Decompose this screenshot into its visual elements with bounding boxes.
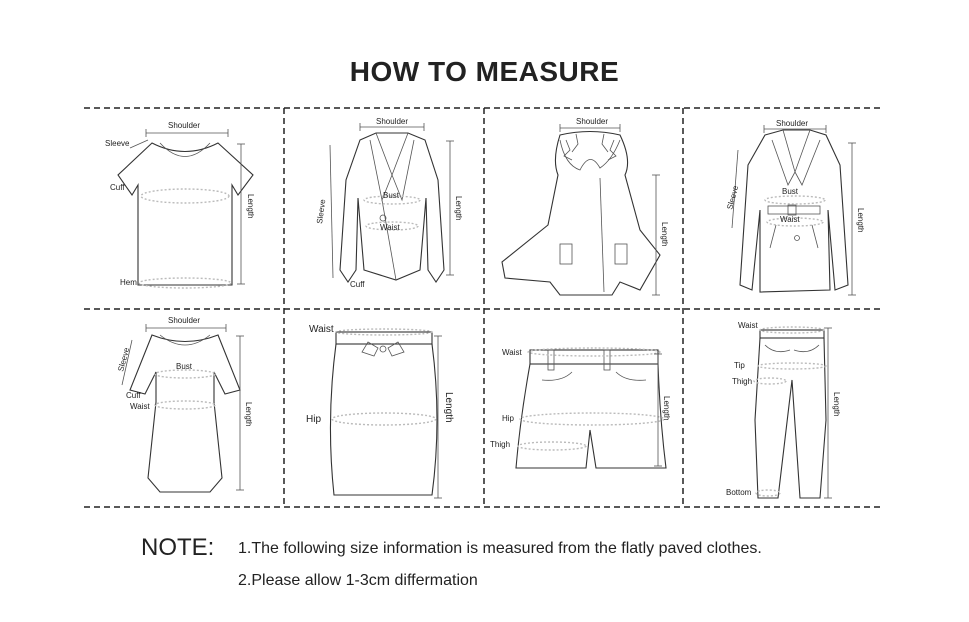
page-title: HOW TO MEASURE [349, 56, 620, 87]
dress-length-label: Length [244, 402, 253, 427]
skirt-diagram [306, 324, 454, 498]
blazer-length-label: Length [454, 196, 463, 221]
trench-coat-diagram [725, 119, 865, 295]
skirt-hip-label: Hip [306, 414, 322, 425]
t-shirt-hem-label: Hem [120, 278, 137, 287]
skirt-waist-label: Waist [309, 324, 334, 335]
blazer-cuff-label: Cuff [350, 280, 365, 289]
skirt-length-label: Length [443, 392, 454, 423]
dress-cuff-label: Cuff [126, 391, 141, 400]
blazer-shoulder-label: Shoulder [376, 117, 409, 126]
note-heading: NOTE: [141, 534, 215, 561]
blazer-diagram [315, 117, 463, 289]
note-line-1: 1.The following size information is measured from the flatly paved clothes. [238, 540, 762, 557]
t-shirt-shoulder-label: Shoulder [168, 121, 201, 130]
cape-coat-length-label: Length [660, 222, 669, 247]
cape-coat-diagram [502, 117, 669, 295]
trousers-bottom-label: Bottom [726, 488, 752, 497]
trousers-waist-label: Waist [738, 321, 758, 330]
dress-waist-label: Waist [130, 402, 150, 411]
trench-coat-bust-label: Bust [782, 187, 799, 196]
dress-sleeve-label: Sleeve [116, 346, 132, 373]
note-line-2: 2.Please allow 1-3cm differmation [238, 572, 478, 589]
trench-coat-shoulder-label: Shoulder [776, 119, 809, 128]
dress-diagram [116, 316, 253, 492]
trench-coat-sleeve-label: Sleeve [725, 184, 741, 211]
shorts-diagram [490, 348, 671, 468]
shorts-waist-label: Waist [502, 348, 522, 357]
trousers-length-label: Length [832, 392, 841, 417]
blazer-waist-label: Waist [380, 223, 400, 232]
cape-coat-shoulder-label: Shoulder [576, 117, 609, 126]
blazer-sleeve-label: Sleeve [315, 198, 328, 225]
trench-coat-length-label: Length [856, 208, 865, 233]
trousers-thigh-label: Thigh [732, 377, 753, 386]
dress-shoulder-label: Shoulder [168, 316, 201, 325]
shorts-thigh-label: Thigh [490, 440, 511, 449]
trousers-tip-label: Tip [734, 361, 745, 370]
trousers-diagram [726, 321, 841, 498]
shorts-length-label: Length [662, 396, 671, 421]
t-shirt-length-label: Length [246, 194, 255, 219]
trench-coat-waist-label: Waist [780, 215, 800, 224]
shorts-hip-label: Hip [502, 414, 515, 423]
t-shirt-cuff-label: Cuff [110, 183, 125, 192]
grid-lines [84, 108, 884, 507]
dress-bust-label: Bust [176, 362, 193, 371]
t-shirt-diagram [105, 121, 255, 288]
t-shirt-sleeve-label: Sleeve [105, 139, 130, 148]
blazer-bust-label: Bust [383, 191, 400, 200]
